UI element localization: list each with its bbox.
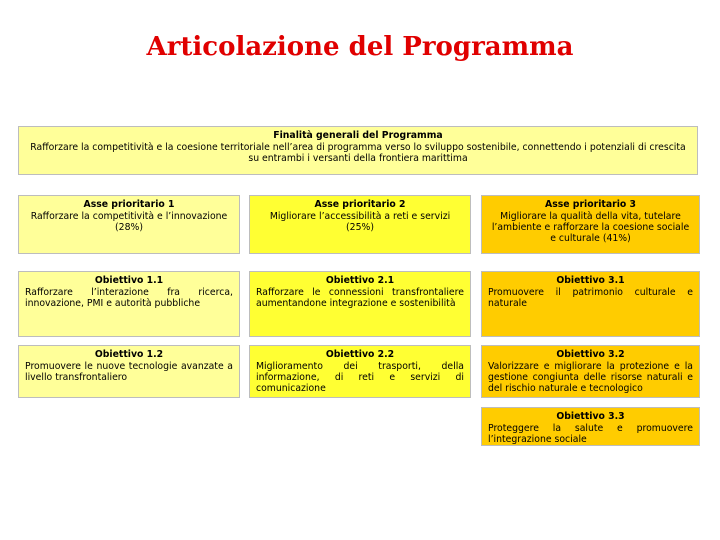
objective-2-2-heading: Obiettivo 2.2 bbox=[325, 349, 395, 360]
axis-2-box bbox=[249, 195, 471, 254]
objective-3-3-heading: Obiettivo 3.3 bbox=[556, 411, 625, 422]
axis-3-heading: Asse prioritario 3 bbox=[545, 199, 636, 210]
objective-2-2-text: Miglioramento dei trasporti, della informazione, di reti e servizi di comunicazione bbox=[256, 361, 464, 394]
axis-2-heading: Asse prioritario 2 bbox=[314, 199, 406, 210]
axis-1-box bbox=[18, 195, 240, 254]
axis-1-heading: Asse prioritario 1 bbox=[83, 199, 175, 210]
objective-2-1-text: Rafforzare le connessioni transfrontaliere aumentandone integrazione e sostenibilità bbox=[256, 287, 464, 309]
objective-2-2-box bbox=[249, 345, 471, 398]
objective-1-1-box bbox=[18, 271, 240, 337]
objective-3-1-box bbox=[481, 271, 700, 337]
axis-3-text: Migliorare la qualità della vita, tutelare l’ambiente e rafforzare la coesione sociale e culturale (41%) bbox=[491, 211, 690, 244]
objective-3-2-box bbox=[481, 345, 700, 398]
axis-3-box bbox=[481, 195, 700, 254]
general-goal-text: Rafforzare la competitività e la coesione territoriale nell’area di programma verso lo sviluppo sostenibile, connettendo i potenziali di crescita su entrambi i versanti della frontiera marittima bbox=[30, 142, 686, 164]
objective-3-2-text: Valorizzare e migliorare la protezione e la gestione congiunta delle risorse naturali e del rischio naturale e tecnologico bbox=[488, 361, 693, 394]
axis-2-text: Migliorare l’accessibilità a reti e servizi (25%) bbox=[269, 211, 451, 233]
objective-3-2-heading: Obiettivo 3.2 bbox=[556, 349, 625, 360]
objective-3-1-text: Promuovere il patrimonio culturale e naturale bbox=[488, 287, 693, 309]
page-title: Articolazione del Programma bbox=[146, 32, 574, 62]
objective-3-1-heading: Obiettivo 3.1 bbox=[556, 275, 625, 286]
objective-1-1-text: Rafforzare l’interazione fra ricerca, innovazione, PMI e autorità pubbliche bbox=[25, 287, 233, 309]
objective-1-2-heading: Obiettivo 1.2 bbox=[94, 349, 164, 360]
objective-2-1-box bbox=[249, 271, 471, 337]
objective-1-2-text: Promuovere le nuove tecnologie avanzate a livello transfrontaliero bbox=[25, 361, 233, 383]
objective-2-1-heading: Obiettivo 2.1 bbox=[325, 275, 395, 286]
objective-3-3-text: Proteggere la salute e promuovere l’integrazione sociale bbox=[488, 423, 693, 445]
objective-3-3-box bbox=[481, 407, 700, 446]
axis-1-text: Rafforzare la competitività e l’innovazione (28%) bbox=[30, 211, 228, 233]
general-goal-box bbox=[18, 126, 698, 175]
objective-1-2-box bbox=[18, 345, 240, 398]
general-goal-heading: Finalità generali del Programma bbox=[273, 130, 443, 141]
objective-1-1-heading: Obiettivo 1.1 bbox=[94, 275, 164, 286]
